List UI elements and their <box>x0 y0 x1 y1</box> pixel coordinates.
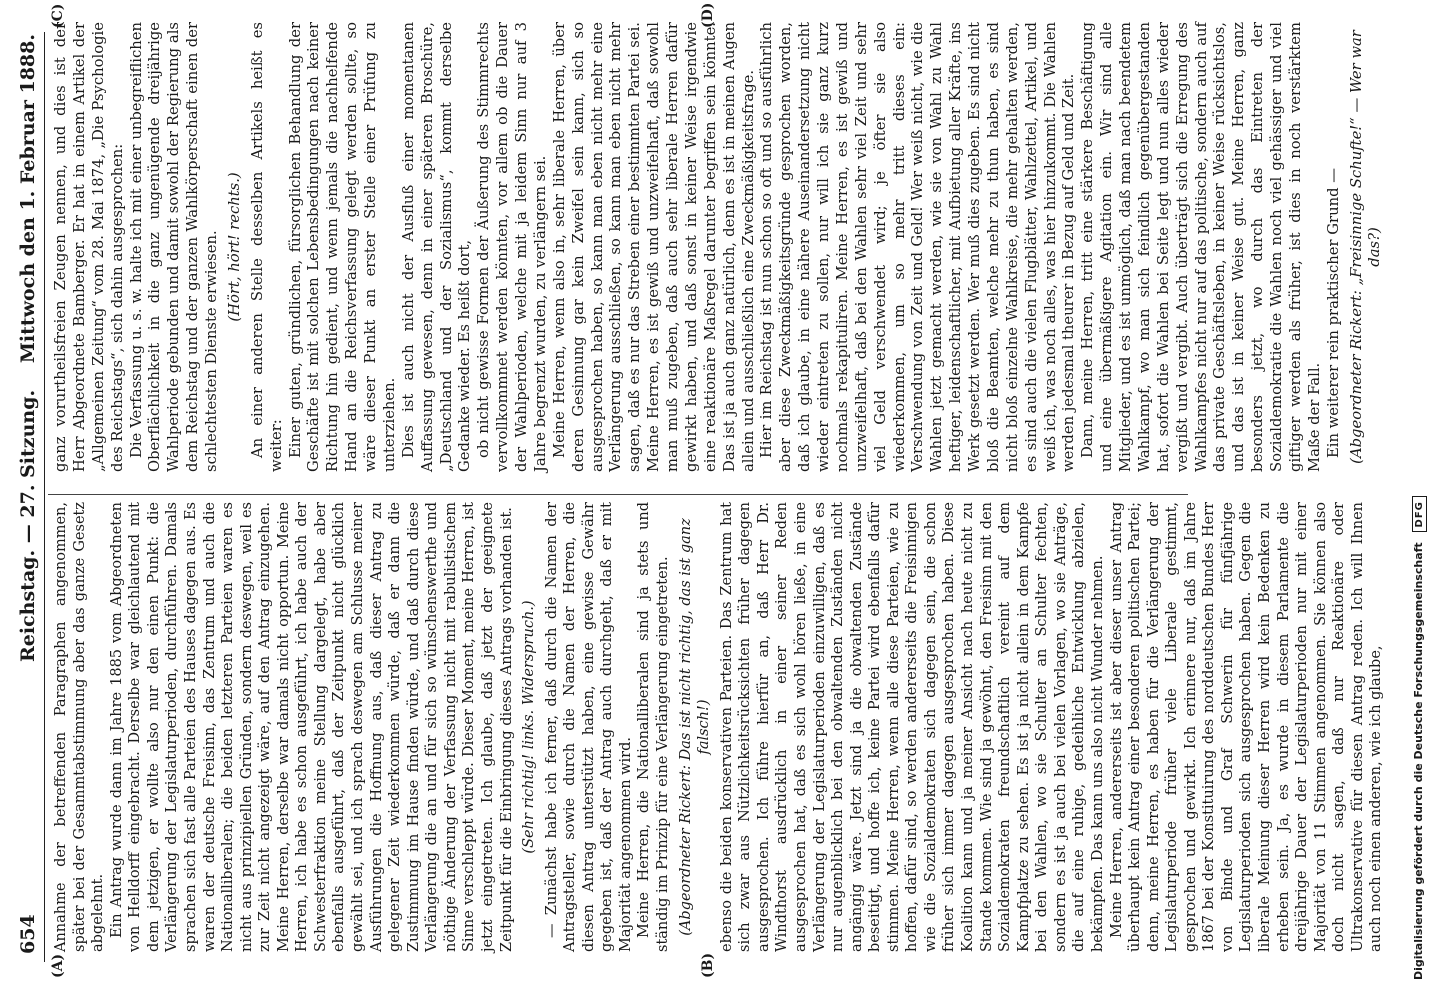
quotation: Einer guten, gründlichen, fürsorglichen Behandlung der Geschäfte ist mit solchen Lebensbedingungen nach keiner Richtung hin gedient, und wenn jemals die nachhelfende Hand an die Reichsverfassung gelegt werden sollte, so wäre dieser Punkt an erster Stelle einer Prüfung zu unterziehen. <box>286 22 398 472</box>
quotation: ob nicht gewisse Formen der Äußerung des Stimmrechts vervollkommnet werden könnten, vor allem ob die Dauer der Wahlperioden, welche mit ja leidem Sinn nur auf 3 Jahre begrenzt wurden, zu verlängern sei. <box>475 22 549 472</box>
interjection: (Abgeordneter Rickert: „Freisinnige Schufte!“ — Wer war das?) <box>1347 30 1384 464</box>
running-head <box>14 22 42 962</box>
margin-marker-d: (D) <box>700 2 716 28</box>
margin-marker-a: (A) <box>50 953 66 978</box>
paragraph: ganz vorurtheilsfreien Zeugen nennen, und dies ist der Herr Abgeordnete Bamberger. Er hat in einem Artikel der „Allgemeinen Zeitung“ vom 28. Mai 1874, „Die Psychologie des Reichstags“, sich dahin ausgesprochen: <box>52 22 126 472</box>
column-divider <box>48 494 1188 495</box>
right-column <box>52 22 1389 472</box>
page-number: 654 <box>17 914 39 954</box>
paragraph: Ein weiterer rein praktischer Grund — <box>1324 168 1342 458</box>
interjection: (Sehr richtig! links. Widerspruch.) <box>521 600 538 854</box>
session-date: Mittwoch den 1. Februar 1888. <box>17 34 39 364</box>
paragraph: Annahme der betreffenden Paragraphen angenommen, später bei der Gesammtabstimmung aber das ganze Gesetz abgelehnt. <box>53 502 107 952</box>
margin-marker-c: (C) <box>50 3 66 28</box>
paragraph: Dies ist auch nicht der Ausfluß einer momentanen Auffassung gewesen, denn in einer späteren Broschüre, „Deutschland und der Sozialismus“, kommt derselbe Gedanke wieder. Es heißt dort, <box>399 22 474 472</box>
left-column <box>52 502 1386 952</box>
paragraph: Meine Herren, die Nationalliberalen sind ja stets und ständig im Prinzip für eine Verlängerung eingetreten. <box>636 502 671 952</box>
paragraph: ebenso die beiden konservativen Parteien. Das Zentrum hat sich zwar aus Nützlichkeitsrücksichten früher dagegen ausgesprochen. Ich führe hierfür an, daß Herr Dr. Windthorst ausdrücklich in einer seiner Reden ausgesprochen hat, daß es sich wohl hören ließe, in eine Verlängerung der Legislaturperioden einzuwilligen, daß es nur augenblicklich bei den obwaltenden Zuständen nicht angängig wäre. Jetzt sind ja die obwaltenden Zustände beseitigt, und hoffe ich, keine Partei wird ebenfalls dafür stimmen. Meine Herren, wenn alle diese Parteien, wie zu hoffen, dafür sind, so werden andererseits die Freisinnigen wie die Sozialdemokraten sich dagegen sein, die schon früher sich immer dagegen ausgesprochen haben. Diese Koalition kann und ja meiner Ansicht nach heute nicht zu Stande kommen. Wie sind ja gewöhnt, den Freisinn mit den Sozialdemokraten freundschaftlich vereint auf dem Kampfplatze zu sehen. Es ist ja nicht allein in dem Kampfe bei den Wahlen, wo sie Schulter an Schulter fechten, sondern es ist ja auch bei vielen Vorlagen, wo sie Anträge, die auf eine ruhige, gedeihliche Entwicklung abzielen, bekämpfen. Das kann uns also nicht Wunder nehmen. <box>718 502 1106 952</box>
paragraph: An einer anderen Stelle desselben Artikels heißt es weiter: <box>248 22 285 472</box>
paragraph: Meine Herren, andererseits ist aber dieser unser Antrag überhaupt kein Antrag einer besonderen politischen Partei; denn, meine Herren, es haben für die Verlängerung der Legislaturperiode früher viele Liberale gestimmt, gesprochen und gewirkt. Ich erinnere nur, daß im Jahre 1867 bei der Konstituirung des norddeutschen Bundes Herr von Binde und Graf Schwerin für fünfjährige Legislaturperioden sich ausgesprochen haben. Gegen die liberale Meinung dieser Herren wird kein Bedenken zu erheben sein. Ja, es wurde in diesem Parlamente die dreijährige Dauer der Legislaturperioden nur mit einer Majorität von 11 Stimmen angenommen. Sie können also doch nicht sagen, daß nur Reaktionäre oder Ultrakonservative für diesen Antrag reden. Ich will Ihnen auch noch einen anderen, wie ich glaube, <box>1108 502 1385 952</box>
paragraph: — Zunächst habe ich ferner, daß durch die Namen der Antragsteller, sowie durch die Namen der Herren, die diesen Antrag unterstützt haben, eine gewisse Gewähr gegeben ist, daß der Antrag auch durchgeht, daß er mit Majorität angenommen wird. <box>543 502 634 952</box>
credit-text: Digitalisierung gefördert durch die Deutsche Forschungsgemeinschaft <box>1412 542 1425 980</box>
interjection: (Abgeordneter Rickert: Das ist nicht richtig, das ist ganz falsch!) <box>677 518 713 936</box>
paragraph: Hier im Reichstag ist nun schon so oft und so ausführlich aber diese Zweckmäßigkeitsgründe gesprochen worden, daß ich glaube, in eine nähere Auseinandersetzung nicht wieder eintreten zu sollen, nur will ich sie ganz kurz nochmals rekapituliren. Meine Herren, es ist gewiß und unzweifelhaft, daß bei den Wahlen sehr viel Zeit und sehr viel Geld verschwendet wird; je öfter sie also wiederkommen, um so mehr tritt dieses ein: Verschwendung von Zeit und Geld! Wer weiß nicht, wie die Wahlen jetzt gemacht werden, wie sie von Wahl zu Wahl heftiger, leidenschaftlicher, mit Aufbietung aller Kräfte, ins Werk gesetzt werden. Wer muß dies zugeben. Es sind nicht bloß die Beamten, welche mehr zu thun haben, es sind nicht bloß einzelne Wahlkreise, die mehr gehalten werden, es sind auch die vielen Flugblätter, Wahlzettel, Artikel, und weiß ich, was noch alles, was hier hinzukommt. Die Wahlen werden jedesmal theurer in Bezug auf Geld und Zeit. <box>758 22 1078 472</box>
interjection: (Hört, hört! rechts.) <box>225 172 243 322</box>
paragraph: Dann, meine Herren, tritt eine stärkere Beschäftigung und eine übermäßigere Agitation ein. Wir sind alle Mitglieder, und es ist unmöglich, daß man nach beendetem Wahlkampf, wo man sich feindlich gegenübergestanden hat, sofort die Wahlen bei Seite legt und nun alles wieder vergißt und vergibt. Auch überträgt sich die Erregung des Wahlkampfes nicht nur auf das politische, sondern auch auf das private Geschäftsleben, in keiner Weise rücksichtslos, und das ist in keiner Weise gut. Meine Herren, ganz besonders jetzt, wo durch das Eintreten der Sozialdemokratie die Wahlen noch viel gehässiger und viel giftiger werden als früher, ist dies in noch verstärktem Maße der Fall. <box>1079 22 1323 472</box>
dfg-logo: DFG <box>1412 496 1427 532</box>
session-title: Reichstag. — 27. Sitzung. <box>17 389 39 662</box>
paragraph: Meine Herren, wenn also in, sehr liberale Herren, über deren Gesinnung gar kein Zweifel sein kann, sich so ausgesprochen haben, so kann man eben nicht mehr eine Verlängerung ausschließen, so kann man eben nicht mehr sagen, daß es nur das Streben einer bestimmten Partei sei. Meine Herren, es ist gewiß und unzweifelhaft, daß sowohl man muß zugeben, daß auch sehr liberale Herren dafür gewirkt haben, und daß sonst in keiner Weise irgendwie eine reaktionäre Maßregel darunter begriffen sein könnte. Das ist ja auch ganz natürlich, denn es ist in meinen Augen allein und ausschließlich eine Zweckmäßigkeitsfrage. <box>550 22 757 472</box>
quotation: Die Verfassung u. s. w. halte ich mit einer unbegreiflichen Oberflächlichkeit in die ganz ungenügende dreijährige Wahlperiode gebunden und damit sowohl der Regierung als dem Reichstag und der ganzen Wahlkörperschaft einen der schlechtesten Dienste erwiesen. <box>127 22 220 472</box>
digitization-credit <box>1410 20 1428 980</box>
header-rule <box>44 32 45 962</box>
paragraph: Ein Antrag wurde dann im Jahre 1885 vom Abgeordneten von Helldorff eingebracht. Derselbe war gleichlautend mit dem jetzigen, er wollte also nur den einen Punkt: die Verlängerung der Legislaturperioden, durchführen. Damals sprachen sich fast alle Parteien des Hauses dagegen aus. Es waren der deutsche Freisinn, das Zentrum und auch die Nationalliberalen; die beiden letzteren Parteien waren es nicht aus prinzipiellen Gründen, sondern deswegen, weil es zur Zeit nicht angezeigt wäre, auf den Antrag einzugehen. Meine Herren, derselbe war damals nicht opportun. Meine Herren, ich habe es schon ausgeführt, ich habe auch der Schwesterfraktion meine Stellung dargelegt, habe aber ebenfalls ausgeführt, daß der Zeitpunkt nicht glücklich gewählt sei, und ich sprach deswegen am Schlusse meiner Ausführungen die Hoffnung aus, daß dieser Antrag zu gelegener Zeit wiederkommen würde, daß er dann die Zustimmung im Hause finden würde, und daß durch diese Verlängerung die an und für sich so wünschenswerthe und nöthige Änderung der Verfassung nicht mit rabulistischem Sinne verschleppt würde. Dieser Moment, meine Herren, ist jetzt eingetreten. Ich glaube, daß jetzt der geeignete Zeitpunkt für die Einbringung dieses Antrags vorhanden ist. <box>108 502 515 952</box>
margin-marker-b: (B) <box>700 952 716 978</box>
